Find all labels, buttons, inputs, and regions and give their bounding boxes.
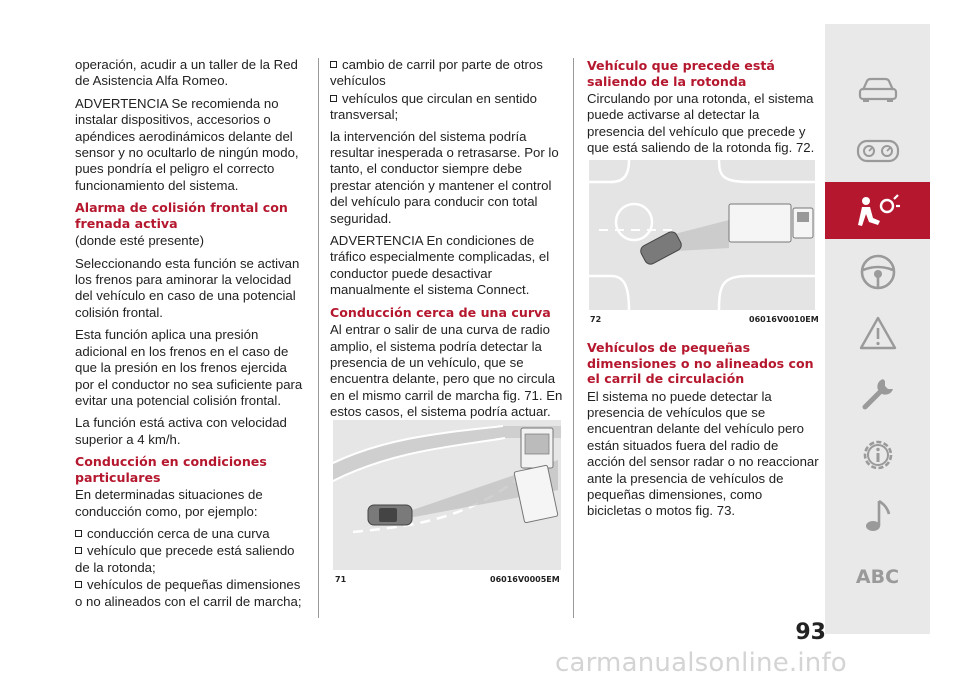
section-heading: Conducción en condiciones particulares [75,454,267,485]
index-abc-icon: ABC [855,565,900,588]
figure-72 [589,160,815,310]
technical-data-icon [858,435,898,475]
sidebar-item-multimedia[interactable] [825,487,930,544]
text-column-1 [75,57,308,611]
sidebar-item-steering[interactable] [825,243,930,300]
paragraph: El sistema no puede detectar la presencia de vehículos que se encuentran delante del vehículo pero están situados fuera del radio de acción del sensor radar o no reaccionar ante la presencia de vehículos de pequeñas dimensiones, como bicicletas o motos fig. 73. [587,388,819,519]
paragraph: Circulando por una rotonda, el sistema puede activarse al detectar la presencia del vehículo que precede y que está saliendo de la rotonda fig. 72. [587,91,815,156]
sidebar-item-dashboard[interactable] [825,122,930,179]
warning-paragraph: ADVERTENCIA En condiciones de tráfico especialmente complicadas, el conductor puede desactivar manualmente el sistema Connect. [330,233,550,298]
sidebar-item-maintenance[interactable] [825,365,930,422]
dashboard-icon [856,138,900,164]
paragraph: Esta función aplica una presión adicional en los frenos en el caso de que la presión en los frenos ejercida por el conductor no sea suficiente para evitar una potencial colisión frontal. [75,327,303,408]
paragraph: (donde esté presente) [75,233,205,249]
list-item: vehículos de pequeñas dimensiones o no alineados con el carril de marcha; [75,577,302,609]
sidebar-item-technical-data[interactable] [825,426,930,483]
figure-71 [333,420,561,570]
sidebar-item-index[interactable] [825,548,930,605]
list-item: conducción cerca de una curva [75,526,308,542]
section-heading: Alarma de colisión frontal con frenada activa [75,200,288,231]
sidebar-item-safety[interactable] [825,182,930,239]
paragraph: Seleccionando esta función se activan los frenos para aminorar la velocidad del vehículo en caso de una potencial colisión frontal. [75,255,300,320]
car-icon [857,76,899,104]
safety-airbag-icon [856,194,900,228]
wrench-icon [859,375,897,413]
music-note-icon [863,498,893,534]
text-column-3-lower [587,340,819,526]
figure-number: 72 [590,315,602,324]
checkbox-bullet-icon [75,581,82,588]
paragraph: operación, acudir a un taller de la Red de Asistencia Alfa Romeo. [75,57,298,89]
watermark: carmanualsonline.info [555,648,847,678]
paragraph: Al entrar o salir de una curva de radio amplio, el sistema podría detectar la presencia de un vehículo, que se encuentra delante, pero que no circula en el mismo carril de marcha fig. 71. En estos casos, el sistema podría actuar. [330,322,563,420]
chapter-sidebar [825,24,930,634]
figure-code: 06016V0010EM [749,315,819,324]
roundabout-illustration [589,160,815,310]
list-item: vehículos que circulan en sentido transversal; [330,90,538,123]
page-number: 93 [795,620,826,645]
figure-code: 06016V0005EM [490,575,560,584]
section-heading: Vehículo que precede está saliendo de la rotonda [587,58,775,89]
checkbox-bullet-icon [330,95,337,102]
warning-paragraph: ADVERTENCIA Se recomienda no instalar dispositivos, accesorios o apéndices aerodinámicos delante del sensor y no ocultarlo de ningún modo, pues pondría el peligro el correcto funcionamiento del sistema. [75,95,299,193]
text-column-2 [330,57,563,427]
section-heading: Conducción cerca de una curva [330,304,551,320]
paragraph: la intervención del sistema podría resultar inesperada o retrasarse. Por lo tanto, el conductor siempre debe prestar atención y mantener el control del vehículo para conducir con total seguridad. [330,128,559,226]
curve-illustration [333,420,561,570]
section-heading: Vehículos de pequeñas dimensiones o no alineados con el carril de circulación [587,340,814,386]
checkbox-bullet-icon [330,61,337,68]
list-item: cambio de carril por parte de otros vehículos [330,57,543,89]
sidebar-item-car[interactable] [825,61,930,118]
paragraph: En determinadas situaciones de conducción como, por ejemplo: [75,487,263,519]
warning-triangle-icon [858,315,898,351]
text-column-3 [587,57,819,163]
paragraph: La función está activa con velocidad superior a 4 km/h. [75,415,287,447]
checkbox-bullet-icon [75,530,82,537]
sidebar-item-warning[interactable] [825,304,930,361]
steering-wheel-icon [859,253,897,291]
checkbox-bullet-icon [75,547,82,554]
column-divider [318,58,319,618]
list-item: vehículo que precede está saliendo de la rotonda; [75,543,295,575]
figure-number: 71 [335,575,347,584]
column-divider [573,58,574,618]
